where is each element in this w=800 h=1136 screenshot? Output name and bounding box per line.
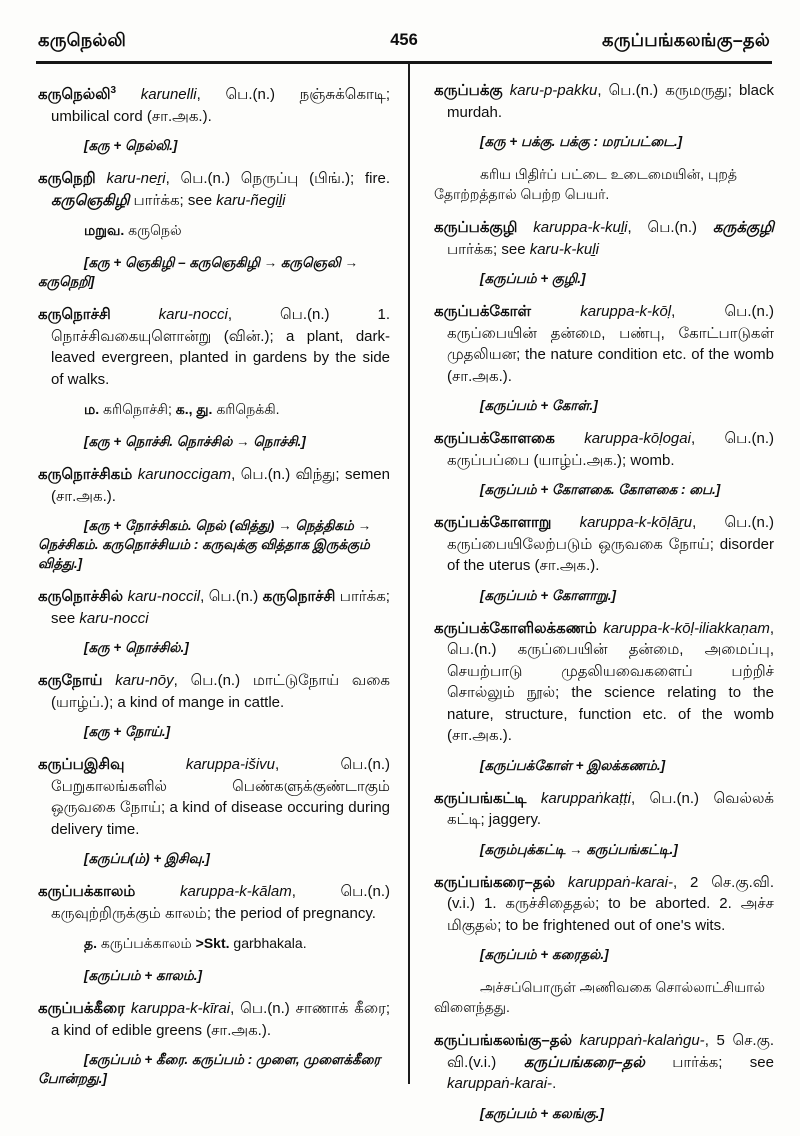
entry-text	[102, 672, 115, 689]
entry-definition	[38, 464, 390, 507]
entry-text: [கருப்ப(ம்) + இசிவு.]	[84, 851, 210, 866]
entry-note	[434, 977, 774, 1017]
entry-text: , பெ.(n.) கருமருது; black murdah.	[447, 82, 774, 121]
transliteration: karu-nocci	[158, 306, 228, 323]
dictionary-entry	[434, 80, 774, 204]
entry-text: , பெ.(n.) கருப்பப்பை (யாழ்ப்.அக.); womb.	[447, 430, 774, 469]
entry-etymology	[434, 132, 774, 151]
entry-text: [கருப்பம் + காலம்.]	[84, 968, 202, 983]
page-number: 456	[390, 31, 418, 49]
entry-text: [கரு + நோய்.]	[84, 724, 171, 739]
headword: மறுவ.	[84, 222, 125, 238]
entry-text	[555, 430, 584, 447]
entry-text	[526, 790, 540, 807]
entry-text	[96, 170, 107, 187]
entry-note	[434, 164, 774, 204]
headword: கருப்பக்கோளிலக்கணம்	[434, 619, 597, 637]
dictionary-entry	[38, 670, 390, 741]
dictionary-entry	[434, 872, 774, 1018]
entry-etymology	[38, 966, 390, 985]
dictionary-entry	[38, 754, 390, 868]
columns-container	[38, 80, 774, 1136]
entry-text: கருஞெகிழி	[51, 191, 130, 209]
transliteration: karuppa-k-kōḷ	[580, 303, 672, 320]
entry-etymology	[434, 480, 774, 499]
headword: கருப்பக்கோள்	[434, 303, 532, 320]
entry-text: பார்க்க; see	[51, 588, 390, 627]
entry-text: , பெ.(n.) மாட்டுநோய் வகை (யாழ்ப்.); a kind of mange in cattle.	[51, 672, 391, 711]
entry-text	[531, 303, 580, 320]
running-head-left: கருநெல்லி	[38, 30, 127, 50]
headword: கருப்பக்கீரை	[38, 1000, 125, 1017]
entry-text	[551, 514, 579, 531]
transliteration: karunelli	[140, 86, 197, 103]
entry-definition	[38, 670, 390, 713]
headword: ம.	[84, 401, 100, 417]
transliteration: karuppa-k-kuḻi	[533, 219, 628, 236]
entry-text: கருக்குழி	[712, 219, 774, 236]
entry-etymology	[38, 1050, 390, 1088]
entry-text: கரிநொச்சி;	[99, 401, 176, 417]
headword: >Skt.	[195, 935, 230, 951]
entry-etymology	[434, 396, 774, 415]
headword: கருநெல்லி	[38, 86, 111, 103]
entry-definition	[38, 168, 390, 211]
transliteration: karuppa-k-kālam	[180, 883, 292, 900]
transliteration: karuppa-k-kōḷāṟu	[579, 514, 693, 531]
entry-text: [கருப்பம் + கலங்கு.]	[480, 1105, 604, 1121]
headword: கருநொச்சிகம்	[38, 466, 133, 483]
headword: கருப்பங்கட்டி	[434, 789, 527, 807]
entry-definition	[434, 872, 774, 937]
entry-text	[135, 883, 180, 900]
transliteration: karu-noccil	[127, 588, 201, 605]
transliteration: karu-p-pakku	[509, 82, 598, 99]
transliteration: karuppaṅ-karai-	[447, 1075, 553, 1092]
left-column	[38, 80, 390, 1136]
entry-text: , பெ.(n.) வெல்லக் கட்டி; jaggery.	[447, 789, 774, 828]
headword: கருப்பஇசிவு	[38, 756, 125, 773]
transliteration: karuppa-kōḷogai	[584, 430, 691, 447]
transliteration: karu-nocci	[79, 609, 149, 627]
entry-text	[517, 219, 533, 236]
entry-text: [கரு + நொச்சி. நொச்சில் → நொச்சி.]	[84, 434, 306, 449]
entry-etymology	[38, 722, 390, 741]
entry-text: அச்சப்பொருள் அணிவகை சொல்லாட்சியால் விளைந்தது.	[434, 979, 766, 1015]
running-head-right: கருப்பங்கலங்கு–தல்	[602, 30, 770, 50]
dictionary-entry	[434, 618, 774, 775]
headword: கருப்பக்கு	[434, 82, 503, 99]
entry-text: [கருப்பம் + கீரை. கருப்பம் : முளை, முளைக்கீரை போன்றது.]	[38, 1052, 381, 1086]
transliteration: karuppaṅ-karai-	[567, 873, 673, 891]
entry-definition	[38, 586, 390, 629]
entry-text: , பெ.(n.)	[200, 588, 263, 605]
entry-definition	[434, 512, 774, 577]
entry-text: , பெ.(n.) கருவுற்றிருக்கும் காலம்; the period of pregnancy.	[51, 883, 391, 922]
entry-text	[503, 82, 510, 99]
entry-text: கருப்பக்காலம்	[97, 935, 196, 951]
headword: கருநெறி	[38, 170, 96, 187]
entry-text: , 2 செ.கு.வி. (v.i.) 1. கருச்சிதைதல்; to be aborted. 2. அச்ச மிகுதல்; to be frightened out of one's wits.	[447, 873, 774, 934]
dictionary-entry	[38, 586, 390, 657]
entry-text: [கரு + நொச்சில்.]	[84, 640, 189, 655]
entry-etymology	[38, 516, 390, 573]
transliteration: karuppa-k-kōḷ-iliakkaṇam	[603, 619, 770, 637]
entry-text: பார்க்க; see	[129, 191, 217, 209]
headword: க., து.	[175, 401, 213, 417]
entry-text: , பெ.(n.) சாணாக் கீரை; a kind of edible greens (சா.அக.).	[51, 1000, 390, 1039]
headword: கருநொச்சி	[38, 306, 111, 323]
entry-definition	[38, 754, 390, 840]
entry-definition	[38, 998, 390, 1041]
entry-text: , பெ.(n.) நெருப்பு (பிங்.); fire.	[165, 170, 390, 187]
entry-text	[572, 1032, 580, 1049]
entry-text: கரிய பிதிர்ப் பட்டை உடைமையின், புறத் தோற்றத்தால் பெற்ற பெயர்.	[434, 166, 738, 202]
headword: கருப்பங்கலங்கு–தல்	[434, 1032, 572, 1049]
headword: கருநோய்	[38, 672, 103, 689]
entry-etymology	[38, 849, 390, 868]
entry-etymology	[38, 638, 390, 657]
entry-etymology	[434, 756, 774, 775]
dictionary-entry	[434, 301, 774, 415]
homograph-number: 3	[110, 85, 117, 96]
entry-definition	[434, 618, 774, 747]
entry-text: [கருப்பம் + குழி.]	[480, 271, 586, 286]
headword: கருப்பக்காலம்	[38, 883, 136, 900]
entry-definition	[38, 304, 390, 390]
entry-text	[125, 756, 186, 773]
entry-text: [கரு + பக்கு. பக்கு : மரப்பட்டை.]	[480, 134, 683, 149]
headword: த.	[84, 935, 98, 951]
entry-etymology	[434, 945, 774, 964]
entry-text: , பெ.(n.) விந்து; semen (சா.அக.).	[51, 466, 390, 505]
dictionary-entry	[38, 304, 390, 451]
transliteration: karunoccigam	[137, 466, 232, 483]
page-header	[38, 30, 770, 56]
entry-text: .	[552, 1075, 557, 1092]
headword: கருப்பக்கோளாறு	[434, 514, 552, 531]
entry-text: , பெ.(n.) கருப்பையின் தன்மை, அமைப்பு, செயற்பாடு முதலியவைகளைப் பற்றிச் சொல்லும் நூல்; the science relating to the nature, structure, function etc. of the womb (சா.அக.).	[447, 619, 774, 744]
transliteration: karu-nōy	[115, 672, 174, 689]
entry-text: [கருப்பம் + கரைதல்.]	[480, 947, 609, 962]
dictionary-entry	[434, 217, 774, 288]
entry-text	[555, 874, 568, 891]
dictionary-entry	[38, 998, 390, 1088]
entry-text: , பெ.(n.) கருப்பையின் தன்மை, பண்பு, கோட்பாடுகள் முதலியன; the nature condition etc. of the womb (சா.அக.).	[447, 303, 775, 385]
entry-etymology	[38, 253, 390, 291]
entry-text: [கருப்பக்கோள் + இலக்கணம்.]	[480, 757, 666, 773]
transliteration: karuppa-k-kīrai	[130, 1000, 231, 1017]
dictionary-entry	[38, 881, 390, 985]
entry-text: [கரு + நோச்சிகம். நெல் (வித்து) → நெத்திகம் → நெச்சிகம். கருநொச்சியம் : கருவுக்கு வித்தாக இருக்கும் வித்து.]	[38, 518, 372, 571]
header-rule	[36, 61, 772, 64]
entry-text: , பெ.(n.) நஞ்சுக்கொடி; umbilical cord (சா.அக.).	[51, 86, 391, 125]
entry-text: , பெ.(n.) பேறுகாலங்களில் பெண்களுக்குண்டாகும் ஒருவகை நோய்; a kind of disease occuring during delivery time.	[51, 756, 390, 838]
entry-note	[38, 933, 390, 953]
transliteration: karu-neṟi	[106, 170, 166, 187]
entry-text: , பெ.(n.) 1. நொச்சிவகையுளொன்று (வின்.); a plant, dark-leaved evergreen, planted in gardens by the side of walks.	[51, 306, 390, 388]
dictionary-entry	[38, 80, 390, 155]
entry-text: [கருப்பம் + கோளகை. கோளகை : பை.]	[480, 482, 721, 497]
headword: கருப்பக்கோளகை	[434, 430, 555, 447]
dictionary-entry	[38, 168, 390, 291]
dictionary-entry	[434, 428, 774, 499]
entry-etymology	[38, 136, 390, 155]
entry-text: garbhakala.	[229, 935, 307, 951]
transliteration: karuppa-išivu	[185, 756, 276, 773]
entry-definition	[38, 881, 390, 924]
entry-text: கரிநெக்கி.	[212, 401, 280, 417]
entry-text: [கருப்பம் + கோளாறு.]	[480, 587, 617, 603]
headword: கருநொச்சி	[262, 588, 336, 605]
entry-definition	[434, 788, 774, 831]
headword: கருப்பங்கரை–தல்	[434, 873, 556, 891]
entry-definition	[434, 1030, 774, 1095]
entry-etymology	[434, 269, 774, 288]
entry-definition	[38, 80, 390, 127]
headword: கருநொச்சில்	[38, 588, 124, 605]
entry-etymology	[434, 840, 774, 859]
entry-note	[38, 220, 390, 240]
entry-text: [கருப்பம் + கோள்.]	[480, 398, 598, 413]
right-column	[434, 80, 774, 1136]
transliteration: karuppaṅ-kalaṅgu-	[579, 1032, 705, 1049]
entry-definition	[434, 301, 774, 387]
entry-note	[38, 399, 390, 419]
entry-text: [கரு + நெல்லி.]	[84, 138, 178, 153]
entry-definition	[434, 428, 774, 471]
entry-definition	[434, 80, 774, 123]
entry-definition	[434, 217, 774, 260]
entry-etymology	[434, 1104, 774, 1123]
dictionary-entry	[434, 1030, 774, 1123]
entry-text: கருப்பங்கரை–தல்	[523, 1053, 645, 1071]
entry-text: , 5 செ.கு. வி.(v.i.)	[447, 1032, 775, 1071]
dictionary-entry	[38, 464, 390, 573]
entry-text: கருநெல்	[124, 222, 182, 238]
entry-text: [கரும்புக்கட்டி → கருப்பங்கட்டி.]	[480, 841, 678, 857]
entry-text	[111, 306, 159, 323]
transliteration: karu-ñegiḻi	[216, 191, 286, 209]
entry-text: , பெ.(n.) கருப்பையிலேற்படும் ஒருவகை நோய்; disorder of the uterus (சா.அக.).	[447, 514, 774, 574]
transliteration: karu-k-kuḻi	[529, 240, 599, 258]
entry-etymology	[38, 432, 390, 451]
headword: கருப்பக்குழி	[434, 219, 518, 236]
entry-text: [கரு + ஞெகிழி – கருஞெகிழி → கருஞெலி → கருநெறி]	[38, 255, 359, 289]
entry-text: பார்க்க; see	[644, 1053, 774, 1071]
dictionary-entry	[434, 788, 774, 859]
entry-text: , பெ.(n.)	[627, 219, 713, 236]
dictionary-entry	[434, 512, 774, 605]
transliteration: karuppaṅkaṭṭi	[540, 789, 631, 807]
entry-text	[116, 86, 141, 103]
entry-text: பார்க்க; see	[447, 240, 530, 258]
entry-etymology	[434, 586, 774, 605]
